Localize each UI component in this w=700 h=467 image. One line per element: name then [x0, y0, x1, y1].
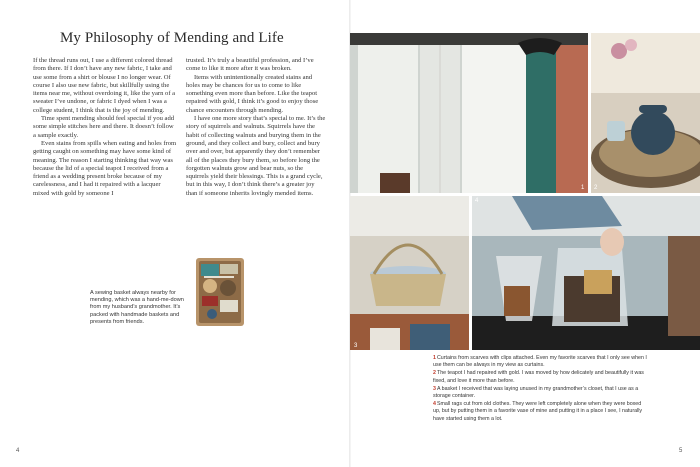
- photo-teapot: [591, 33, 700, 193]
- photo-number: 2: [594, 185, 598, 191]
- caption-text: The teapot I had repaired with gold. I was moved by how delicately and beautifully it was fixed, and love it more than before.: [433, 370, 644, 384]
- caption-number: 1: [433, 355, 436, 361]
- caption-item: [433, 370, 648, 385]
- photo-number: 1: [581, 185, 585, 191]
- caption-text: A basket I received that was laying unused in my grandmother’s closet, that I use as a storage container.: [433, 385, 639, 400]
- caption-text: Small rags cut from old clothes. They were left completely alone when they were boxed up, but by putting them in a favorite vase of mine and putting it in a place I see, I naturally have started using them a lot.: [433, 400, 643, 422]
- paragraph: I have one more story that’s special to me. It’s the story of squirrels and walnuts. Squirrels have the habit of collecting walnuts and burying them in the ground, and they collect and bury, collect and bury over and over, but apparently they don’t remember all of the places they bury them, so before long the forgotten walnuts grow and bear nuts, so the squirrels yield their blessings. This is a grand cycle, but in this way, I don’t think there’s a greater joy than if someone inherits lovingly mended items.: [186, 115, 326, 197]
- paragraph: Items with unintentionally created stains and holes may be chances for us to come to like something even more than before. Like the teapot repaired with gold, I think it’s good to enjoy those chance encounters through mending.: [186, 73, 319, 114]
- body-column-right: [186, 57, 326, 198]
- caption-number: 3: [433, 385, 436, 392]
- photo-rags: [472, 196, 700, 350]
- photo-captions: [433, 355, 648, 424]
- caption-item: [433, 401, 648, 423]
- body-column-left: [33, 57, 178, 198]
- caption-number: 4: [433, 400, 436, 407]
- photo-number: 3: [354, 343, 358, 349]
- paragraph: If the thread runs out, I use a different colored thread from there. If I don’t have any new fabric, I take and use some from a shirt or blouse I no longer wear. Of course I also use new fabric, but skillfully using the items near me, without overdoing it, like the yarn of a sweater I’ve undone, or fabric I dyed when I was a college student, I think that is the joy of mending.: [33, 57, 176, 114]
- caption-text: Curtains from scarves with clips attached. Even my favorite scarves that I only see when I use them can be always in my view as curtains.: [433, 355, 647, 369]
- photo-basket: [350, 196, 469, 350]
- page-number-right: 5: [679, 448, 683, 454]
- paragraph: Even stains from spills when eating and holes from getting caught on something may have some kind of meaning. The reason I starting thinking that way was because the lid of a special teapot I received from a friend as a wedding present broke because of my carelessness, and I had it repaired with a lacquer mixed with gold by someone I: [33, 139, 177, 197]
- caption-item: [433, 386, 648, 401]
- page-title: My Philosophy of Mending and Life: [60, 30, 284, 46]
- caption-number: 2: [433, 370, 436, 377]
- paragraph: Time spent mending should feel special if you add some simple stitches here and there. It doesn’t follow a sample exactly.: [33, 115, 175, 139]
- photo-number: 4: [475, 198, 479, 204]
- caption-item: [433, 355, 648, 370]
- page-number-left: 4: [16, 448, 20, 454]
- paragraph: trusted. It’s truly a beautiful profession, and I’ve come to like it more after it was broken.: [186, 57, 314, 73]
- sewing-basket-photo: [192, 256, 248, 328]
- photo-curtains: [350, 33, 588, 193]
- basket-caption: A sewing basket always nearby for mending, which was a hand-me-down from my husband’s grandmother. It’s packed with handmade baskets and presents from friends.: [90, 290, 184, 325]
